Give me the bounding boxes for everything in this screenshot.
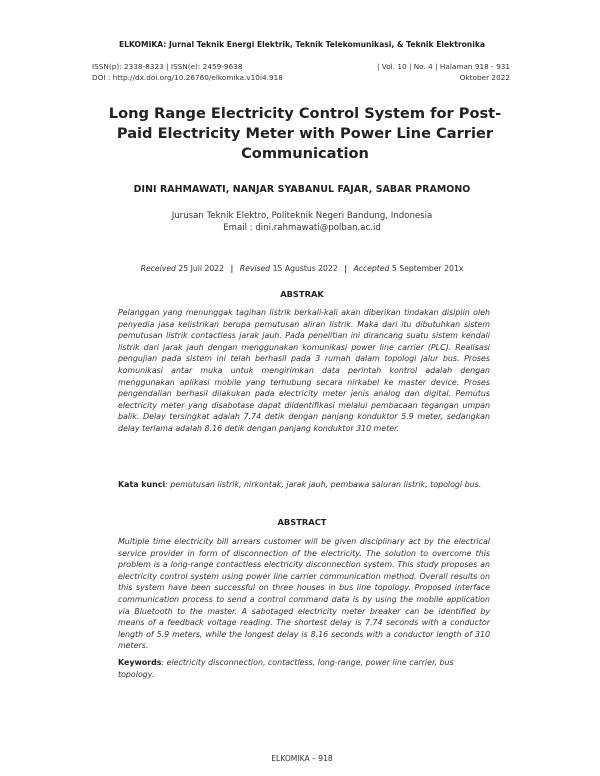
affiliation-block xyxy=(92,210,512,234)
author-email[interactable]: Email : dini.rahmawati@polban.ac.id xyxy=(223,223,381,233)
affiliation: Jurusan Teknik Elektro, Politeknik Negeri Bandung, Indonesia xyxy=(171,211,433,221)
received-date: 25 Juli 2022 xyxy=(178,264,225,273)
kata-kunci-label: Kata kunci xyxy=(118,480,166,489)
date-separator: | xyxy=(230,264,234,273)
doi-link[interactable]: DOI : http://dx.doi.org/10.26760/elkomika.v10i4.918 xyxy=(92,72,283,82)
accepted-date: 5 September 201x xyxy=(391,264,464,273)
abstract-heading: ABSTRACT xyxy=(277,517,327,527)
keywords-list: : electricity disconnection, contactless, long-range, power line carrier, bus topology. xyxy=(118,658,454,679)
abstract-body: Multiple time electricity bill arrears customer will be given disciplinary act by the electrical service provider in form of disconnection of the electricity. The solution to overcome this problem is a long-range contactless electricity disconnection system. This study proposes an electricity control system using power line carrier communication method. Overall results on this system have been successful on three houses in bus line topology. Proposed interface communication process to send a control command data is by using the mobile application via Bluetooth to the master. A sabotaged electricity meter breaker can be identified by means of a feedback voltage reading. The shortest delay is 7.74 seconds with a conductor length of 5.9 meters, while the longest delay is 8.16 seconds with a conductor length of 310 meters. xyxy=(118,537,490,651)
volume-info: | Vol. 10 | No. 4 | Halaman 918 - 931 xyxy=(377,62,510,71)
author-list: DINI RAHMAWATI, NANJAR SYABANUL FAJAR, SABAR PRAMONO xyxy=(133,184,471,195)
revised-label: Revised xyxy=(239,264,271,273)
keywords xyxy=(118,657,490,680)
paper-title: Long Range Electricity Control System for Post-Paid Electricity Meter with Power Line Carrier Communication xyxy=(108,105,502,162)
kata-kunci xyxy=(118,479,490,491)
journal-name: ELKOMIKA: Jurnal Teknik Energi Elektrik, Teknik Telekomunikasi, & Teknik Elektronika xyxy=(118,40,485,49)
kata-kunci-list: : pemutusan listrik, nirkontak, jarak jauh, pembawa saluran listrik, topologi bus. xyxy=(165,480,482,489)
accepted-label: Accepted xyxy=(353,264,390,273)
issn: ISSN(p): 2338-8323 | ISSN(e): 2459-9638 xyxy=(92,62,243,71)
date-separator: | xyxy=(344,264,348,273)
issue-date: Oktober 2022 xyxy=(459,72,510,82)
abstrak-body: Pelanggan yang menunggak tagihan listrik berkali-kali akan diberikan tindakan disiplin oleh penyedia jasa kelistrikan berupa pemutusan aliran listrik. Maka dari itu dibutuhkan sistem pemutusan listrik contactless jarak jauh. Pada penelitian ini dirancang suatu sistem kendali listrik dari jarak jauh dengan menggunakan komunikasi power line carrier (PLC). Realisasi pengujian pada sistem ini telah berhasil pada 3 rumah dalam topologi jalur bus. Proses komunikasi antar muka untuk mengirimkan data perintah kontrol adalah dengan menggunakan aplikasi mobile yang terhubung secara nirkabel ke master device. Proses pengendalian berhasil dilakukan pada electricity meter jenis analog dan digital. Pemutus electricity meter yang disabotase dapat diidentifikasi melalui pembacaan tegangan umpan balik. Delay tersingkat adalah 7.74 detik dengan panjang konduktor 5.9 meter, sedangkan delay terlama adalah 8.16 detik dengan panjang konduktor 310 meter. xyxy=(118,308,490,433)
received-label: Received xyxy=(140,264,176,273)
revised-date: 15 Agustus 2022 xyxy=(272,264,338,273)
keywords-label: Keywords xyxy=(118,658,162,667)
page-footer: ELKOMIKA – 918 xyxy=(271,754,333,763)
publication-meta xyxy=(92,62,510,83)
submission-dates xyxy=(92,264,512,273)
abstrak-heading: ABSTRAK xyxy=(280,289,324,299)
